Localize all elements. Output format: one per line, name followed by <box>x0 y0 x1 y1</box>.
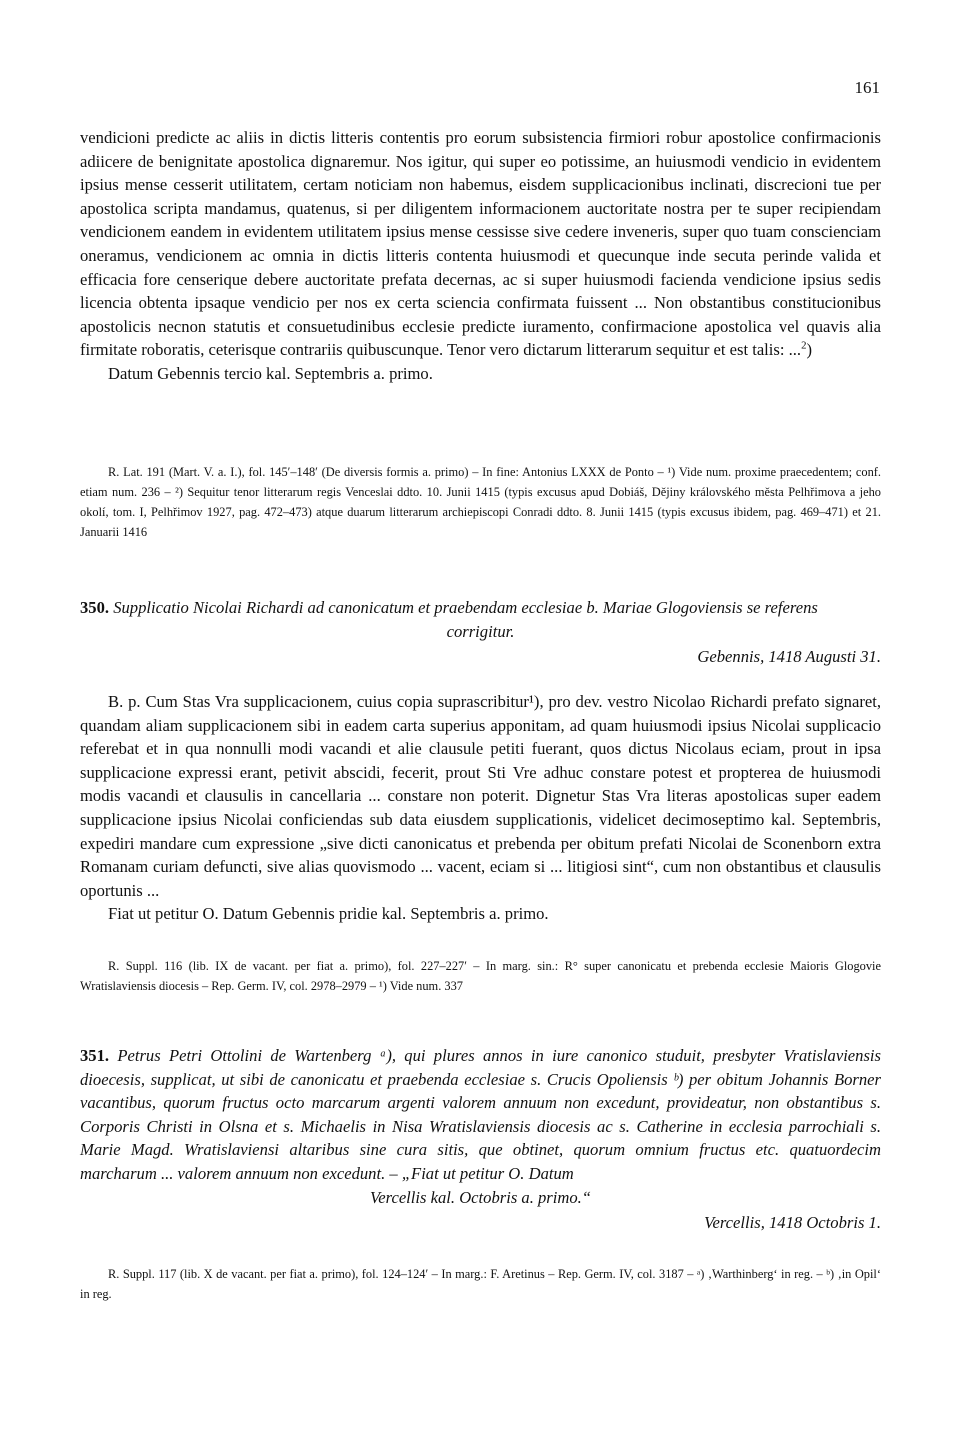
continuation-text: vendicioni predicte ac aliis in dictis litteris contentis pro eorum subsistencia firmiori robur apostolice confirmacionis adiicere de benignitate apostolica dignaremur. Nos igitur, qui super eo potissime, an huiusmodi vendicio in evidentem ipsius mense cesserit utilitatem, certam noticiam non habemus, eisdem supplicacionibus inclinati, discrecioni tue per apostolica scripta mandamus, quatenus, si per diligentem informacionem auctoritate nostra per te super recipiendam vendicionem eandem in evidentem utilitatem ipsius mense cessisse sive cedere inveneris, super quo tuam conscienciam oneramus, vendicionem ac omnia in dictis litteris contenta huiusmodi et quecunque inde secuta perinde valida et efficacia fore censerique debere auctoritate prefata decernas, ac si super huiusmodi facienda vendicione ipsius sedis licencia obtenta ipsaque vendicio per nos ex certa sciencia confirmata fuissent ... Non obstantibus constitucionibus apostolicis necnon statutis et consuetudinibus ecclesie predicte iuramento, confirmacione apostolica vel quavis alia firmitate roboratis, ceterisque contrariis quibuscunque. Tenor vero dictarum litterarum sequitur et est talis: ...$^2$) Datum Gebennis tercio kal. Septembris a. primo. <box>80 126 881 386</box>
entry-350-footnote: R. Suppl. 116 (lib. IX de vacant. per fiat a. primo), fol. 227–227′ – In marg. sin.: R° super canonicatu et prebenda ecclesie Maioris Glogovie Wratislaviensis diocesis – Rep. Germ. IV, col. 2978–2979 – ¹) Vide num. 337 <box>80 959 881 993</box>
entry-350-heading <box>80 596 881 669</box>
entry-number: 351. <box>80 1046 110 1065</box>
entry-place-date: Vercellis, 1418 Octobris 1. <box>704 1213 881 1233</box>
entry-body: B. p. Cum Stas Vra supplicacionem, cuius copia suprascribitur¹), pro dev. vestro Nicolao Richardi prefato signaret, quandam aliam supplicacionem sibi in eadem carta superius apponitam, ad quam huiusmodi ipsius Nicolai supplicacio referebat et in qua nonnulli modi vacandi et alie clausule petiti fuerant, quos dictus Nicolaus eciam, prout in ipsa supplicacione expressi erant, petivit abscidi, fecerit, prout Sti Vre adhuc constare potest et propterea de huiusmodi modis vacandi et clausulis in cancellaria ... constare non poterit. Dignetur Stas Vra literas apostolicas super eadem supplicacione ipsius Nicolai conficiendas sub data eiusdem supplicationis, videlicet decimoseptimo kal. Septembris, expediri mandare cum expressione „sive dicti canonicatus et prebenda per obitum prefati Nicolai de Sconenborn extra Romanam curiam defuncti, sive alias quovismodo ... vacent, eciam si ... litigiosi sint“, cum non obstantibus et clausulis oportunis ... <box>80 692 881 900</box>
entry-350-body <box>80 690 881 926</box>
entry-title-end: corrigitur. <box>446 621 515 641</box>
datum-line: Datum Gebennis tercio kal. Septembris a. primo. <box>108 363 433 383</box>
continuation-paragraph: vendicioni predicte ac aliis in dictis litteris contentis pro eorum subsistencia firmiori robur apostolice confirmacionis adiicere de benignitate apostolica dignaremur. Nos igitur, qui super eo potissime, an huiusmodi vendicio in evidentem ipsius mense cesserit utilitatem, certam noticiam non habemus, eisdem supplicacionibus inclinati, discrecioni tue per apostolica scripta mandamus, quatenus, si per diligentem informacionem auctoritate nostra per te super recipiendam vendicionem eandem in evidentem utilitatem ipsius mense cessisse sive cedere inveneris, super quo tuam conscienciam oneramus, vendicionem ac omnia in dictis litteris contenta huiusmodi et quecunque inde secuta perinde valida et efficacia fore censerique debere auctoritate prefata decernas, ac si super huiusmodi facienda vendicione ipsius sedis licencia obtenta ipsaque vendicio per nos ex certa sciencia confirmata fuissent ... Non obstantibus constitucionibus apostolicis necnon statutis et consuetudinibus ecclesie predicte iuramento, confirmacione apostolica vel quavis alia firmitate roboratis, ceterisque contrariis quibuscunque. Tenor vero dictarum litterarum sequitur et est talis: ... <box>80 128 881 360</box>
entry-body-end: Vercellis kal. Octobris a. primo.“ <box>369 1187 592 1207</box>
page-number: 161 <box>854 78 880 97</box>
entry-title: Supplicatio Nicolai Richardi ad canonicatum et praebendam ecclesiae b. Mariae Glogoviensis se referens <box>113 598 818 617</box>
entry-number: 350. <box>80 598 110 617</box>
entry-fiat: Fiat ut petitur O. Datum Gebennis pridie kal. Septembris a. primo. <box>108 904 549 924</box>
entry-351-footnote: R. Suppl. 117 (lib. X de vacant. per fiat a. primo), fol. 124–124′ – In marg.: F. Aretinus – Rep. Germ. IV, col. 3187 – ᵃ) ‚Warthinberg‘ in reg. – ᵇ) ‚in Opil‘ in reg. <box>80 1267 881 1301</box>
continuation-footnote: R. Lat. 191 (Mart. V. a. I.), fol. 145′–148′ (De diversis formis a. primo) – In fine: Antonius LXXX de Ponto – ¹) Vide num. proxime praecedentem; conf. etiam num. 236 – ²) Sequitur tenor litterarum regis Venceslai ddto. 10. Junii 1415 (typis excusus apud Dobiáš, Dějiny královského města Pelhřimova a jeho okolí, tom. I, Pelhřimov 1927, pag. 472–473) atque duarum litterarum archiepiscopi Conradi ddto. 8. Junii 1415 (typis excusus ibidem, pag. 469–471) et 21. Januarii 1416 <box>80 465 881 539</box>
footnote-ref: 2 <box>801 339 807 352</box>
entry-place-date: Gebennis, 1418 Augusti 31. <box>697 647 881 667</box>
entry-body: Petrus Petri Ottolini de Wartenberg ᵃ), qui plures annos in iure canonico studuit, presbyter Vratislaviensis dioecesis, supplicat, ut sibi de canonicatu et praebenda ecclesiae s. Crucis Opoliensis ᵇ) per obitum Johannis Borner vacantibus, quorum fructus octo marcarum argenti valorem annuum non excedunt, provideatur, non obstantibus s. Corporis Christi in Olsna et s. Michaelis in Nisa Wratislaviensis diocesis ac s. Catherine in ecclesia parrochiali s. Marie Magd. Wratislaviensi altaribus sine cura sitis, que obtinet, quorum omnium fructus etc. quatuordecim marcharum ... valorem annuum non excedunt. – „Fiat ut petitur O. Datum <box>80 1046 881 1183</box>
entry-351-heading <box>80 1044 881 1235</box>
